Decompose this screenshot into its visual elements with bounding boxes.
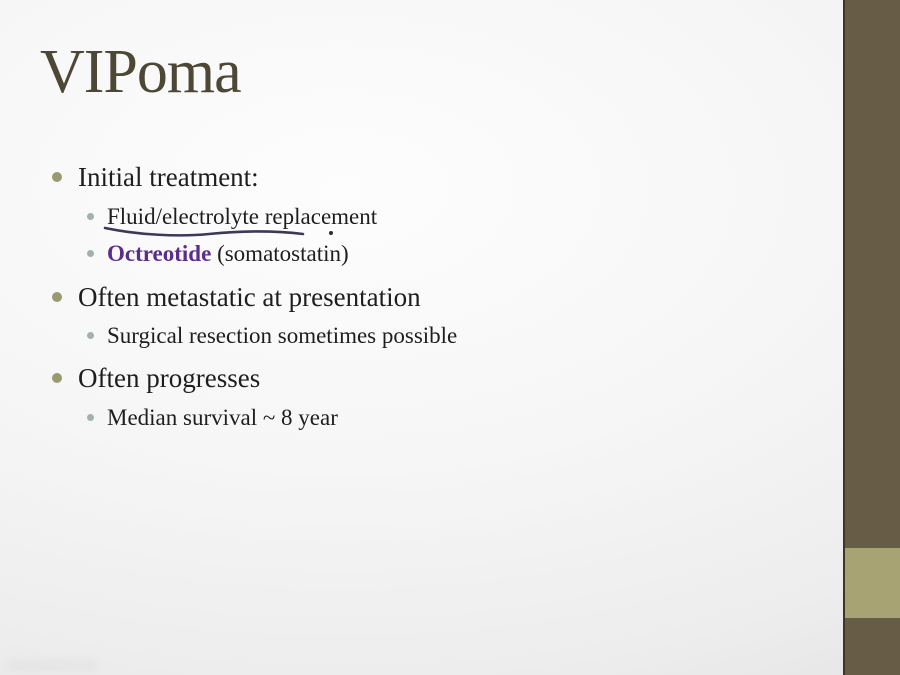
bullet-marker — [87, 250, 94, 257]
bullet-item-metastatic — [0, 281, 830, 313]
bullet-marker — [52, 172, 62, 182]
bullet-text — [107, 203, 377, 231]
bullet-text: Often progresses — [78, 363, 261, 393]
bullet-text — [107, 240, 349, 268]
bullet-text: Initial treatment: — [78, 162, 259, 192]
bullet-text-rest: replacement — [259, 204, 378, 229]
drug-name-highlight: Octreotide — [107, 241, 212, 266]
faint-watermark — [8, 658, 98, 672]
bullet-marker — [87, 332, 94, 339]
bullet-marker — [52, 292, 62, 302]
bullet-text: Surgical resection sometimes possible — [107, 323, 458, 348]
bullet-marker — [87, 414, 94, 421]
bullet-text: Often metastatic at presentation — [78, 282, 421, 312]
bullet-text-rest: (somatostatin) — [211, 241, 349, 266]
bullet-item-surgical-resection — [0, 322, 830, 350]
bullet-marker — [87, 213, 94, 220]
underlined-phrase: Fluid/electrolyte — [107, 204, 260, 229]
bullet-item-initial-treatment — [0, 161, 830, 193]
right-accent-band — [845, 0, 900, 675]
bullet-item-octreotide — [0, 240, 830, 268]
bullet-text: Median survival ~ 8 year — [107, 405, 338, 430]
bullet-item-fluid-electrolyte — [0, 203, 830, 231]
accent-square — [845, 548, 900, 618]
slide-title: VIPoma — [40, 38, 241, 106]
ink-dot-annotation — [329, 231, 333, 235]
bullet-marker — [52, 373, 62, 383]
bullet-item-median-survival — [0, 404, 830, 432]
bullet-item-progresses — [0, 362, 830, 394]
